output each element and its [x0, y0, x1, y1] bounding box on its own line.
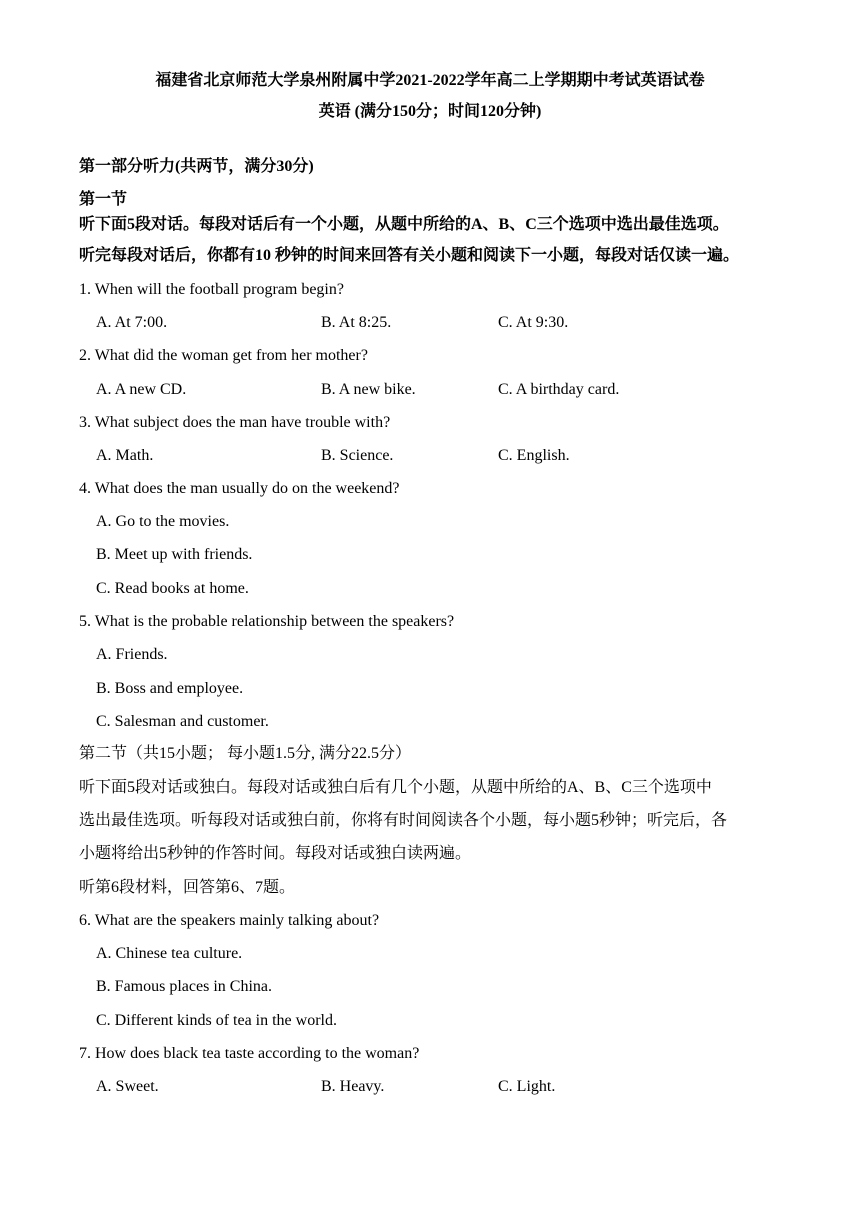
option-a: A. Math. — [96, 447, 154, 464]
question-stem: 1. When will the football program begin? — [79, 281, 344, 298]
material-note: 听第6段材料，回答第6、7题。 — [79, 879, 296, 896]
section2-heading: 第二节（共15小题； 每小题1.5分, 满分22.5分） — [79, 745, 412, 762]
section2-instruction-line: 听下面5段对话或独白。每段对话或独白后有几个小题，从题中所给的A、B、C三个选项中 — [79, 779, 712, 796]
question-stem: 3. What subject does the man have trouble with? — [79, 414, 391, 431]
option-b: B. Science. — [321, 447, 394, 464]
question-stem: 5. What is the probable relationship between the speakers? — [79, 613, 455, 630]
question-stem: 4. What does the man usually do on the weekend? — [79, 480, 400, 497]
section2-instruction-line: 选出最佳选项。听每段对话或独白前，你将有时间阅读各个小题，每小题5秒钟；听完后，各 — [79, 812, 728, 829]
section1-heading: 第一节 — [79, 191, 128, 208]
option-c: C. Light. — [498, 1078, 556, 1095]
option-a: A. At 7:00. — [96, 314, 168, 331]
option-b: B. Heavy. — [321, 1078, 385, 1095]
option-b: B. At 8:25. — [321, 314, 392, 331]
exam-subtitle: 英语 (满分150分；时间120分钟) — [318, 103, 542, 120]
option-a: A. A new CD. — [96, 381, 187, 398]
option-c: C. Salesman and customer. — [96, 713, 269, 730]
part1-heading: 第一部分听力(共两节，满分30分) — [79, 158, 314, 175]
option-c: C. English. — [498, 447, 570, 464]
option-c: C. Read books at home. — [96, 580, 249, 597]
question-stem: 2. What did the woman get from her mother? — [79, 347, 368, 364]
option-c: C. A birthday card. — [498, 381, 620, 398]
option-a: A. Friends. — [96, 646, 168, 663]
option-b: B. A new bike. — [321, 381, 416, 398]
option-a: A. Go to the movies. — [96, 513, 230, 530]
option-b: B. Boss and employee. — [96, 680, 244, 697]
question-stem: 7. How does black tea taste according to the woman? — [79, 1045, 420, 1062]
section1-instruction-line: 听完每段对话后，你都有10 秒钟的时间来回答有关小题和阅读下一小题，每段对话仅读一遍。 — [79, 247, 740, 264]
option-b: B. Meet up with friends. — [96, 546, 253, 563]
option-c: C. At 9:30. — [498, 314, 569, 331]
option-a: A. Sweet. — [96, 1078, 159, 1095]
option-c: C. Different kinds of tea in the world. — [96, 1012, 337, 1029]
exam-title: 福建省北京师范大学泉州附属中学2021-2022学年高二上学期期中考试英语试卷 — [155, 72, 705, 89]
section1-instruction-line: 听下面5段对话。每段对话后有一个小题，从题中所给的A、B、C三个选项中选出最佳选项。 — [79, 216, 729, 233]
option-b: B. Famous places in China. — [96, 978, 272, 995]
section2-instruction-line: 小题将给出5秒钟的作答时间。每段对话或独白读两遍。 — [79, 845, 472, 862]
option-a: A. Chinese tea culture. — [96, 945, 243, 962]
question-stem: 6. What are the speakers mainly talking about? — [79, 912, 380, 929]
